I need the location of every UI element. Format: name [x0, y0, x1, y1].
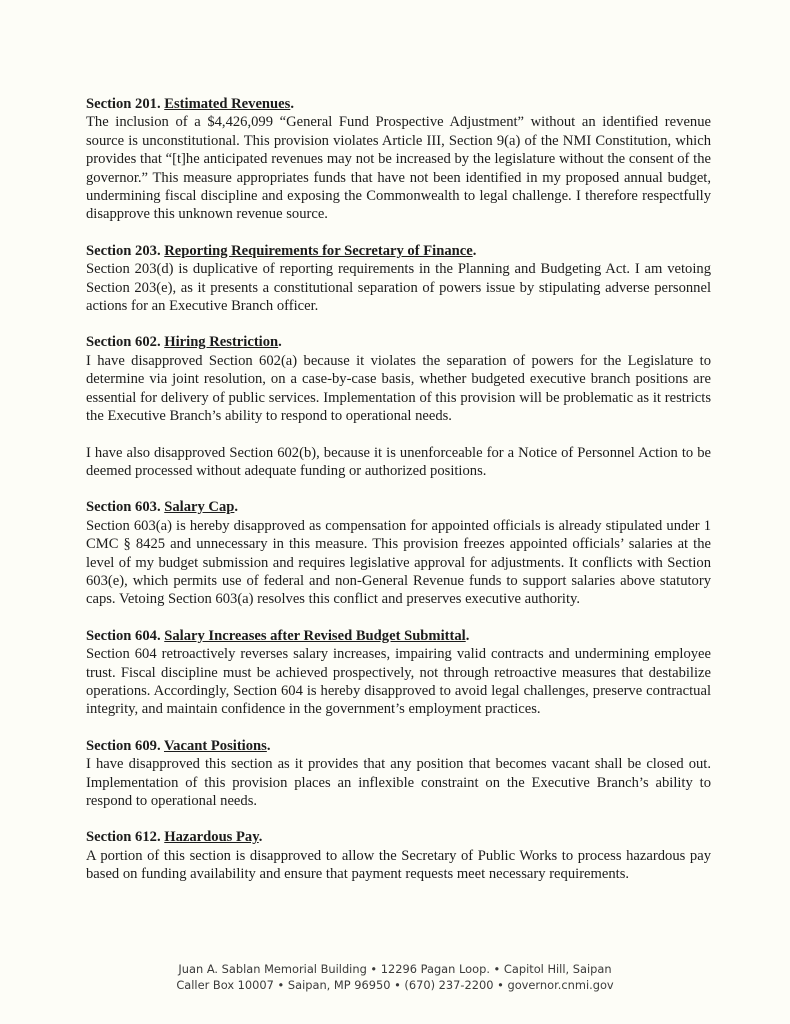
section-number: Section 201.: [86, 96, 161, 112]
section-heading: Section 602. Hiring Restriction.: [86, 334, 282, 351]
section-203: [86, 242, 711, 316]
section-612: [86, 828, 711, 883]
section-paragraph: I have also disapproved Section 602(b), because it is unenforceable for a Notice of Personnel Action to be deemed processed without adequate funding or authorized positions.: [86, 444, 711, 479]
section-paragraph: Section 604 retroactively reverses salary increases, impairing valid contracts and undermining employee trust. Fiscal discipline must be achieved prospectively, not through retroactive measures that destabilize operations. Accordingly, Section 604 is hereby disapproved to avoid legal challenges, preserve contractual integrity, and maintain confidence in the government’s employment practices.: [86, 646, 711, 718]
section-heading: Section 201. Estimated Revenues.: [86, 96, 294, 112]
section-heading: Section 203. Reporting Requirements for Secretary of Finance.: [86, 242, 477, 259]
section-number: Section 612.: [86, 829, 161, 846]
section-paragraph: Section 203(d) is duplicative of reporting requirements in the Planning and Budgeting Act. I am vetoing Section 203(e), as it presents a constitutional separation of powers issue by stipulating adverse personnel actions for an Executive Branch officer.: [86, 261, 711, 315]
section-604: [86, 627, 711, 719]
section-heading: Section 604. Salary Increases after Revised Budget Submittal.: [86, 627, 470, 644]
section-number: Section 602.: [86, 334, 161, 351]
section-paragraph: I have disapproved Section 602(a) because it violates the separation of powers for the Legislature to determine via joint resolution, on a case-by-case basis, whether budgeted executive branch positions are essential for delivery of public services. Implementation of this provision will be problematic as it restricts the Executive Branch’s ability to respond to operational needs.: [86, 352, 711, 425]
section-201: [86, 95, 711, 224]
section-602: [86, 333, 711, 480]
section-title: Salary Cap: [164, 499, 235, 516]
section-title: Hiring Restriction: [164, 334, 279, 351]
section-number: Section 604.: [86, 627, 161, 644]
section-number: Section 609.: [86, 737, 161, 754]
section-title: Reporting Requirements for Secretary of Finance: [164, 242, 473, 259]
section-number: Section 603.: [86, 499, 161, 516]
footer-contact-line: Caller Box 10007 • Saipan, MP 96950 • (670) 237-2200 • governor.cnmi.gov: [176, 978, 614, 992]
section-title: Estimated Revenues: [164, 96, 291, 112]
section-number: Section 203.: [86, 242, 161, 259]
letterhead-footer: [0, 961, 790, 993]
footer-address-line: Juan A. Sablan Memorial Building • 12296 Pagan Loop. • Capitol Hill, Saipan: [178, 962, 612, 976]
section-603: [86, 498, 711, 608]
section-heading: Section 603. Salary Cap.: [86, 499, 239, 516]
section-paragraph: The inclusion of a $4,426,099 “General Fund Prospective Adjustment” without an identified revenue source is unconstitutional. This provision violates Article III, Section 9(a) of the NMI Constitution, which provides that “[t]he anticipated revenues may not be increased by the legislature without the consent of the governor.” This measure appropriates funds that have not been identified in my proposed annual budget, undermining fiscal discipline and exposing the Commonwealth to legal challenge. I therefore respectfully disapprove this unknown revenue source.: [86, 114, 711, 223]
section-paragraph: A portion of this section is disapproved to allow the Secretary of Public Works to process hazardous pay based on funding availability and ensure that payment requests meet necessary requirements.: [86, 847, 711, 883]
section-heading: Section 612. Hazardous Pay.: [86, 829, 263, 846]
section-title: Hazardous Pay: [164, 829, 259, 846]
section-paragraph: I have disapproved this section as it provides that any position that becomes vacant shall be closed out. Implementation of this provision places an inflexible constraint on the Executive Branch’s ability to respond to operational needs.: [86, 756, 711, 809]
section-609: [86, 737, 711, 811]
section-title: Salary Increases after Revised Budget Submittal: [164, 627, 466, 644]
section-heading: Section 609. Vacant Positions.: [86, 737, 271, 754]
document-body: [86, 95, 711, 902]
section-title: Vacant Positions: [163, 737, 267, 754]
section-paragraph: Section 603(a) is hereby disapproved as compensation for appointed officials is already stipulated under 1 CMC § 8425 and unnecessary in this measure. This provision freezes appointed officials’ salaries at the level of my budget submission and requires legislative approval for adjustments. It conflicts with Section 603(e), which permits use of federal and non-General Revenue funds to support salaries above statutory caps. Vetoing Section 603(a) resolves this conflict and preserves executive authority.: [86, 517, 711, 608]
